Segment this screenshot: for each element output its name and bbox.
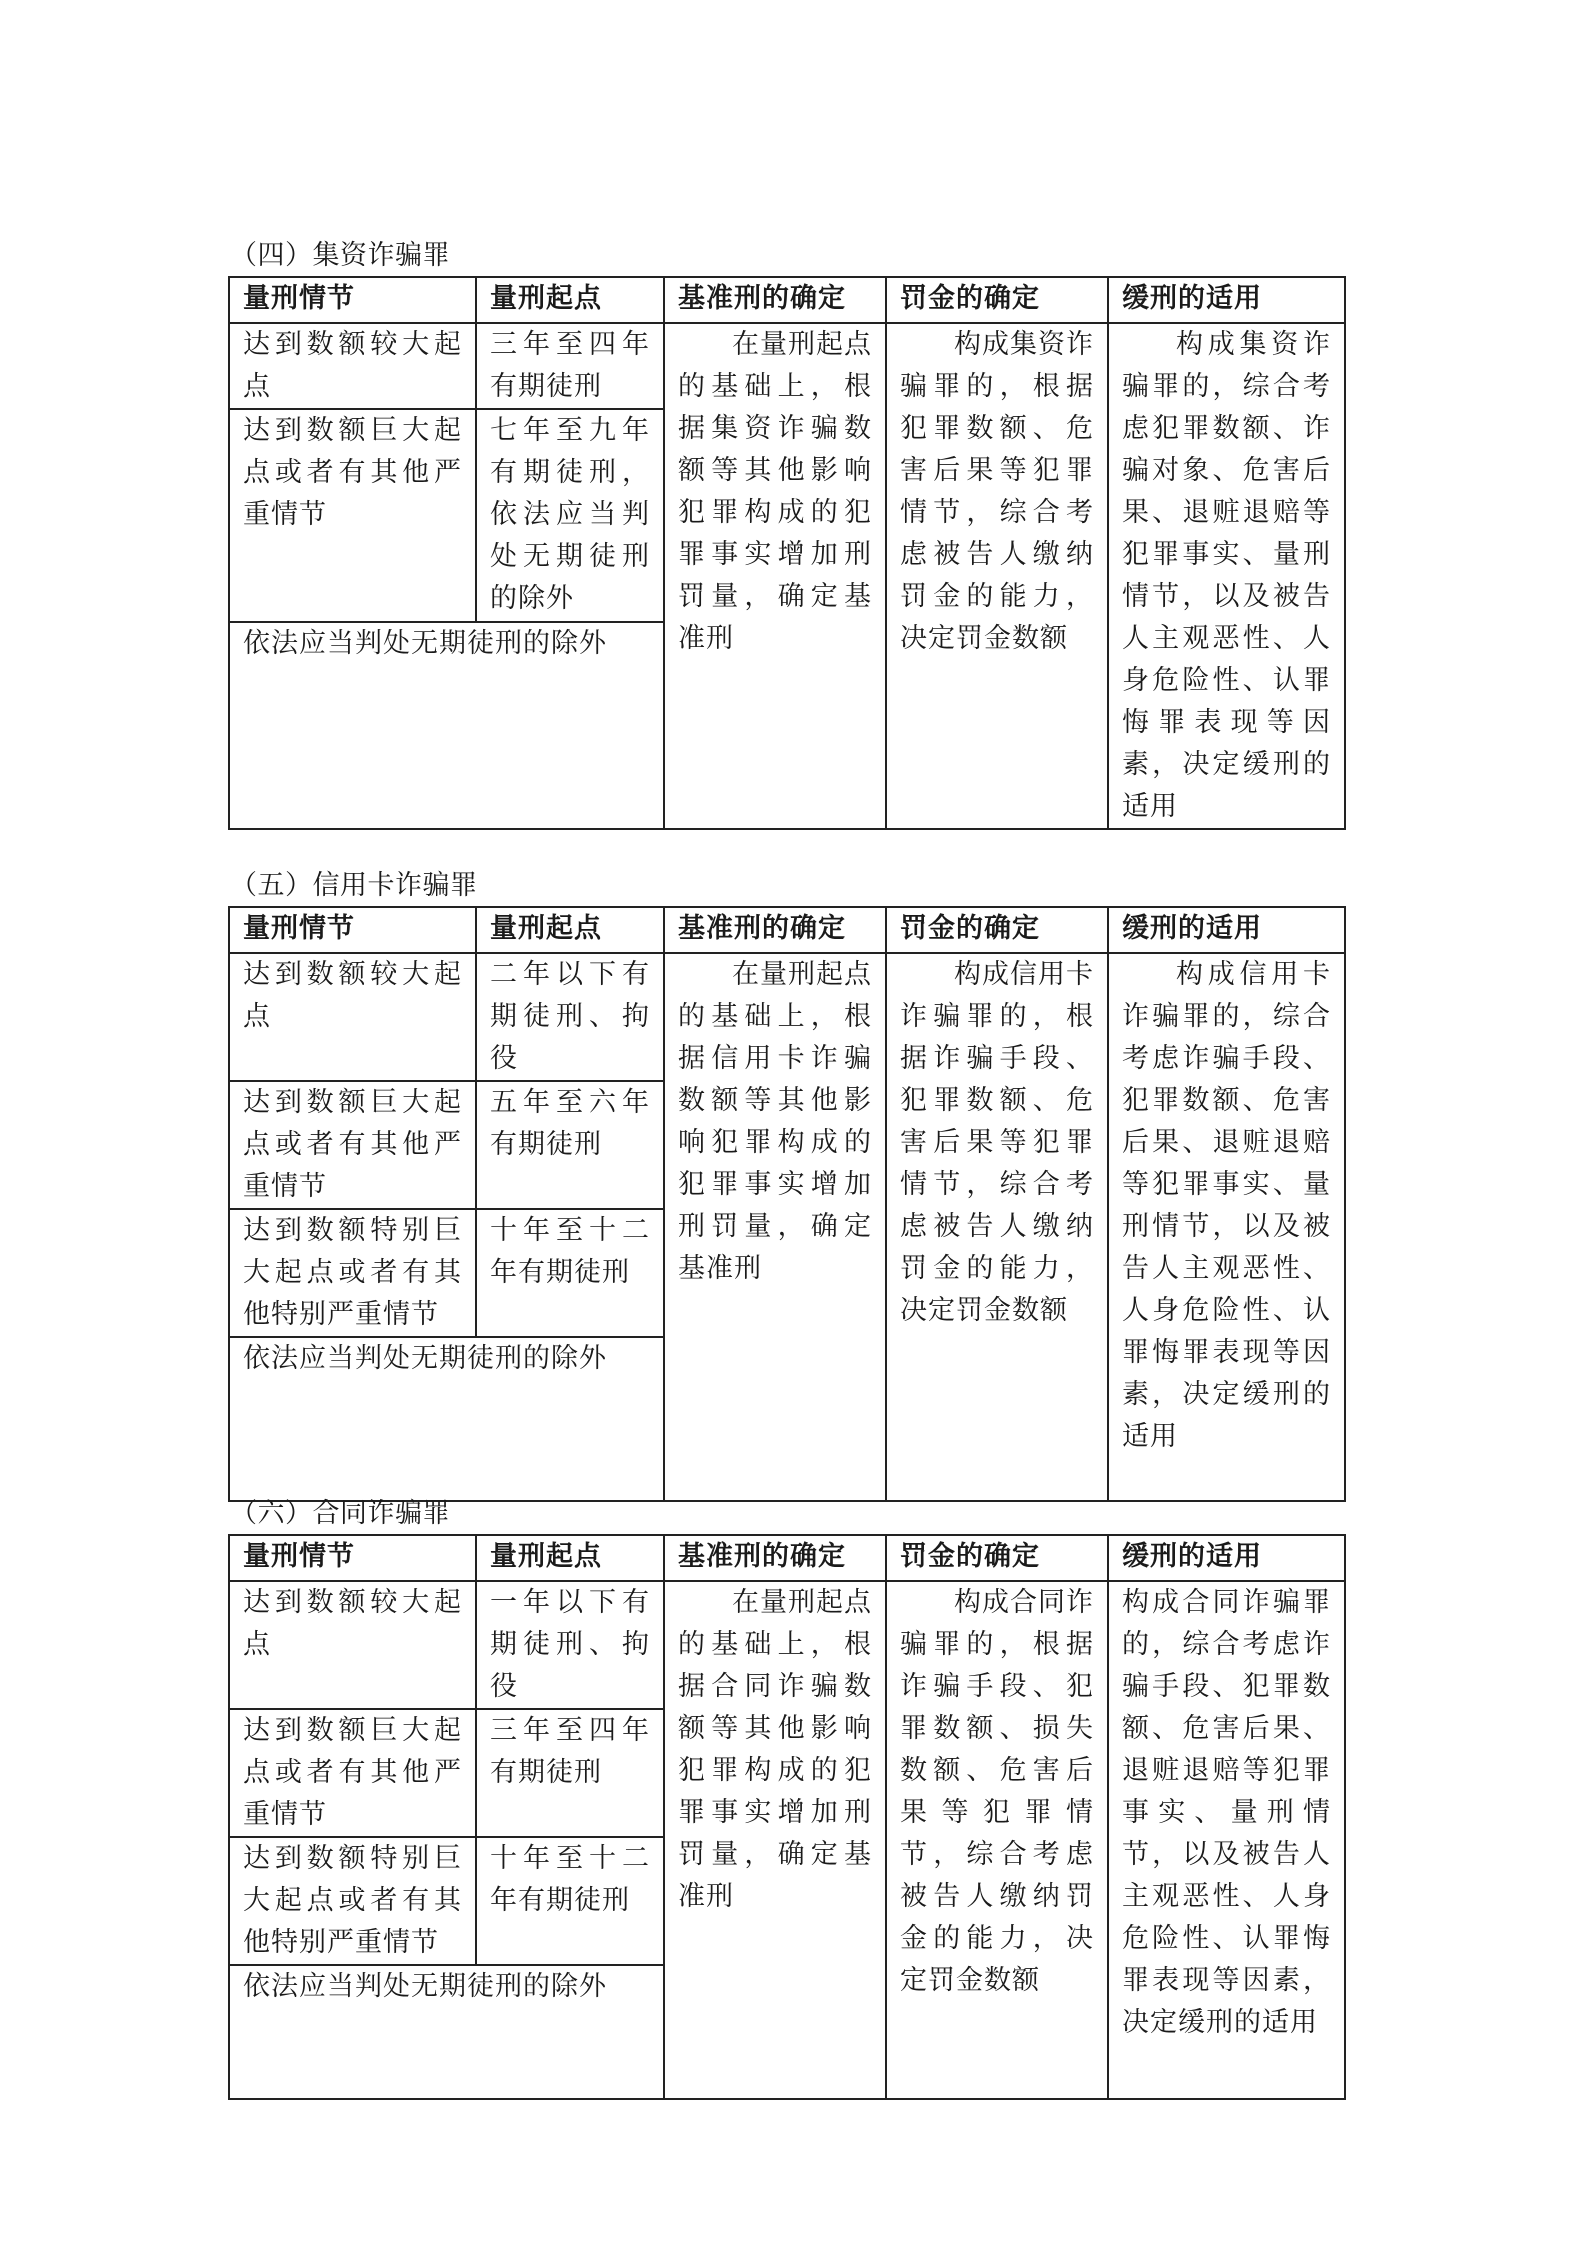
sentencing-table <box>228 276 1346 830</box>
circumstance-cell: 达到数额特别巨大起点或者有其他特别严重情节 <box>229 1837 476 1965</box>
section-5 <box>228 866 1344 1502</box>
table-row <box>229 1581 1345 1709</box>
fine-cell: 构成集资诈骗罪的，根据犯罪数额、危害后果等犯罪情节，综合考虑被告人缴纳罚金的能力，决定罚金数额 <box>886 323 1108 829</box>
section-title: （四）集资诈骗罪 <box>230 240 450 271</box>
table-row <box>229 323 1345 409</box>
base-penalty-cell: 在量刑起点的基础上，根据信用卡诈骗数额等其他影响犯罪构成的犯罪事实增加刑罚量，确定基准刑 <box>664 953 886 1501</box>
section-title: （六）合同诈骗罪 <box>230 1498 450 1529</box>
table-row <box>229 953 1345 1081</box>
header-probation: 缓刑的适用 <box>1108 277 1345 323</box>
start-cell: 二年以下有期徒刑、拘役 <box>476 953 664 1081</box>
circumstance-cell: 达到数额较大起点 <box>229 323 476 409</box>
table-header-row <box>229 907 1345 953</box>
section-title: （五）信用卡诈骗罪 <box>230 870 478 901</box>
table-header-row <box>229 1535 1345 1581</box>
circumstance-cell: 达到数额较大起点 <box>229 953 476 1081</box>
header-base: 基准刑的确定 <box>664 1535 886 1581</box>
header-circumstance: 量刑情节 <box>229 907 476 953</box>
sentencing-table <box>228 906 1346 1502</box>
start-cell: 五年至六年有期徒刑 <box>476 1081 664 1209</box>
header-fine: 罚金的确定 <box>886 277 1108 323</box>
header-start: 量刑起点 <box>476 1535 664 1581</box>
fine-cell: 构成信用卡诈骗罪的，根据诈骗手段、犯罪数额、危害后果等犯罪情节，综合考虑被告人缴纳罚金的能力，决定罚金数额 <box>886 953 1108 1501</box>
header-probation: 缓刑的适用 <box>1108 907 1345 953</box>
section-6 <box>228 1494 1344 2100</box>
header-circumstance: 量刑情节 <box>229 277 476 323</box>
start-cell: 十年至十二年有期徒刑 <box>476 1837 664 1965</box>
header-probation: 缓刑的适用 <box>1108 1535 1345 1581</box>
footer-note-cell: 依法应当判处无期徒刑的除外 <box>229 622 664 829</box>
probation-cell: 构成合同诈骗罪的，综合考虑诈骗手段、犯罪数额、危害后果、退赃退赔等犯罪事实、量刑情节，以及被告人主观恶性、人身危险性、认罪悔罪表现等因素，决定缓刑的适用 <box>1108 1581 1345 2099</box>
probation-cell: 构成集资诈骗罪的，综合考虑犯罪数额、诈骗对象、危害后果、退赃退赔等犯罪事实、量刑情节，以及被告人主观恶性、人身危险性、认罪悔罪表现等因素，决定缓刑的适用 <box>1108 323 1345 829</box>
header-start: 量刑起点 <box>476 277 664 323</box>
circumstance-cell: 达到数额巨大起点或者有其他严重情节 <box>229 409 476 622</box>
circumstance-cell: 达到数额较大起点 <box>229 1581 476 1709</box>
header-circumstance: 量刑情节 <box>229 1535 476 1581</box>
section-4 <box>228 236 1344 830</box>
base-penalty-cell: 在量刑起点的基础上，根据合同诈骗数额等其他影响犯罪构成的犯罪事实增加刑罚量，确定基准刑 <box>664 1581 886 2099</box>
probation-cell: 构成信用卡诈骗罪的，综合考虑诈骗手段、犯罪数额、危害后果、退赃退赔等犯罪事实、量刑情节，以及被告人主观恶性、人身危险性、认罪悔罪表现等因素，决定缓刑的适用 <box>1108 953 1345 1501</box>
fine-cell: 构成合同诈骗罪的，根据诈骗手段、犯罪数额、损失数额、危害后果等犯罪情节，综合考虑被告人缴纳罚金的能力，决定罚金数额 <box>886 1581 1108 2099</box>
header-start: 量刑起点 <box>476 907 664 953</box>
start-cell: 十年至十二年有期徒刑 <box>476 1209 664 1337</box>
header-fine: 罚金的确定 <box>886 1535 1108 1581</box>
header-base: 基准刑的确定 <box>664 907 886 953</box>
sentencing-table <box>228 1534 1346 2100</box>
start-cell: 七年至九年有期徒刑，依法应当判处无期徒刑的除外 <box>476 409 664 622</box>
circumstance-cell: 达到数额巨大起点或者有其他严重情节 <box>229 1081 476 1209</box>
header-base: 基准刑的确定 <box>664 277 886 323</box>
circumstance-cell: 达到数额特别巨大起点或者有其他特别严重情节 <box>229 1209 476 1337</box>
table-header-row <box>229 277 1345 323</box>
footer-note-cell: 依法应当判处无期徒刑的除外 <box>229 1337 664 1501</box>
footer-note-cell: 依法应当判处无期徒刑的除外 <box>229 1965 664 2099</box>
base-penalty-cell: 在量刑起点的基础上，根据集资诈骗数额等其他影响犯罪构成的犯罪事实增加刑罚量，确定基准刑 <box>664 323 886 829</box>
circumstance-cell: 达到数额巨大起点或者有其他严重情节 <box>229 1709 476 1837</box>
start-cell: 三年至四年有期徒刑 <box>476 1709 664 1837</box>
header-fine: 罚金的确定 <box>886 907 1108 953</box>
start-cell: 一年以下有期徒刑、拘役 <box>476 1581 664 1709</box>
start-cell: 三年至四年有期徒刑 <box>476 323 664 409</box>
